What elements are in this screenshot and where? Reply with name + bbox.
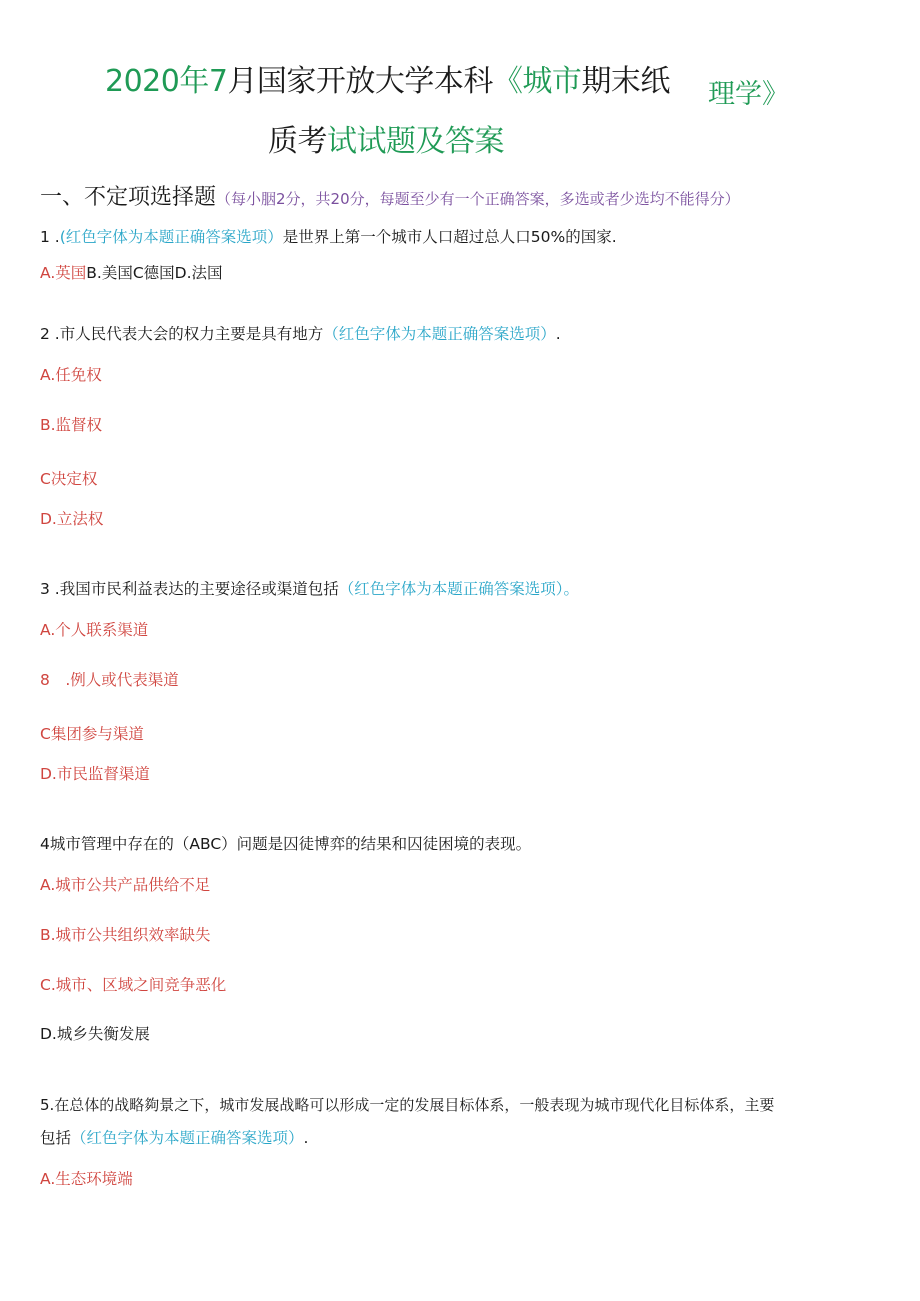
question-text: . bbox=[555, 325, 561, 343]
question-text: 包括 bbox=[40, 1129, 72, 1147]
question-5-line-1: 5.在总体的战略夠景之下，城市发展战略可以形成一定的发展目标体系，一般表现为城市现代化目标体系，主要 bbox=[40, 1096, 775, 1114]
option-d: D.城乡失衡发展 bbox=[40, 1025, 150, 1043]
title-part: 期末纸 bbox=[581, 64, 670, 99]
option-c: C德国 bbox=[132, 264, 175, 282]
option-d: D.法国 bbox=[174, 264, 223, 282]
title-part: 《城市 bbox=[492, 64, 582, 99]
answer-hint: （红色字体为本题正确答案选项） bbox=[323, 325, 556, 343]
question-text: .我国市民利益表达的主要途径或渠道包括 bbox=[49, 580, 339, 598]
option-b: 8 .例人或代表渠道 bbox=[40, 671, 179, 689]
title-part: 试试题及答案 bbox=[327, 124, 504, 159]
option-c: C决定权 bbox=[40, 470, 98, 488]
section-heading bbox=[40, 180, 740, 211]
title-part: 质考 bbox=[268, 124, 327, 159]
section-note: （每小胭2分，共20分，每题至少有一个正确答案，多选或者少选均不能得分） bbox=[216, 190, 740, 208]
question-2 bbox=[40, 323, 561, 345]
option-a: A.英国 bbox=[40, 264, 87, 282]
question-number: 2 bbox=[40, 325, 50, 343]
title-part: 理学》 bbox=[708, 79, 789, 110]
option-a: A.城市公共产品供给不足 bbox=[40, 876, 211, 894]
document-subtitle bbox=[268, 116, 504, 160]
option-a: A.任免权 bbox=[40, 366, 102, 384]
question-4: 4城市管理中存在的（ABC）问题是囚徒博弈的结果和囚徒困境的表现。 bbox=[40, 835, 532, 853]
question-text: 是世界上第一个城市人口超过总人口50%的国家. bbox=[282, 228, 617, 246]
question-text: .市人民代表大会的权力主要是具有地方 bbox=[49, 325, 324, 343]
title-part: 月国家开放大学本科 bbox=[227, 64, 493, 99]
question-3 bbox=[40, 578, 579, 600]
option-a: A.生态环境端 bbox=[40, 1170, 133, 1188]
answer-hint: （红色字体为本题正确答案选项） bbox=[71, 1129, 304, 1147]
question-number: 1 bbox=[40, 228, 50, 246]
option-b: B.美国 bbox=[86, 264, 133, 282]
question-5-line-2 bbox=[40, 1127, 308, 1149]
option-d: D.市民监督渠道 bbox=[40, 765, 150, 783]
question-1 bbox=[40, 226, 617, 248]
title-part: 2020年7 bbox=[105, 64, 228, 99]
question-text: . bbox=[303, 1129, 309, 1147]
question-number: 3 bbox=[40, 580, 50, 598]
answer-hint: (红色字体为本题正确答案选项） bbox=[59, 228, 283, 246]
option-a: A.个人联系渠道 bbox=[40, 621, 149, 639]
option-b: B.城市公共组织效率缺失 bbox=[40, 926, 211, 944]
option-c: C.城市、区域之间竞争恶化 bbox=[40, 976, 227, 994]
document-title bbox=[105, 56, 670, 100]
section-title: 一、不定项选择题 bbox=[40, 185, 217, 210]
option-d: D.立法权 bbox=[40, 510, 104, 528]
question-text: . bbox=[49, 228, 60, 246]
option-c: C集团参与渠道 bbox=[40, 725, 144, 743]
options-inline bbox=[40, 261, 223, 283]
option-b: B.监督权 bbox=[40, 416, 103, 434]
answer-hint: （红色字体为本题正确答案选项）。 bbox=[338, 580, 579, 598]
